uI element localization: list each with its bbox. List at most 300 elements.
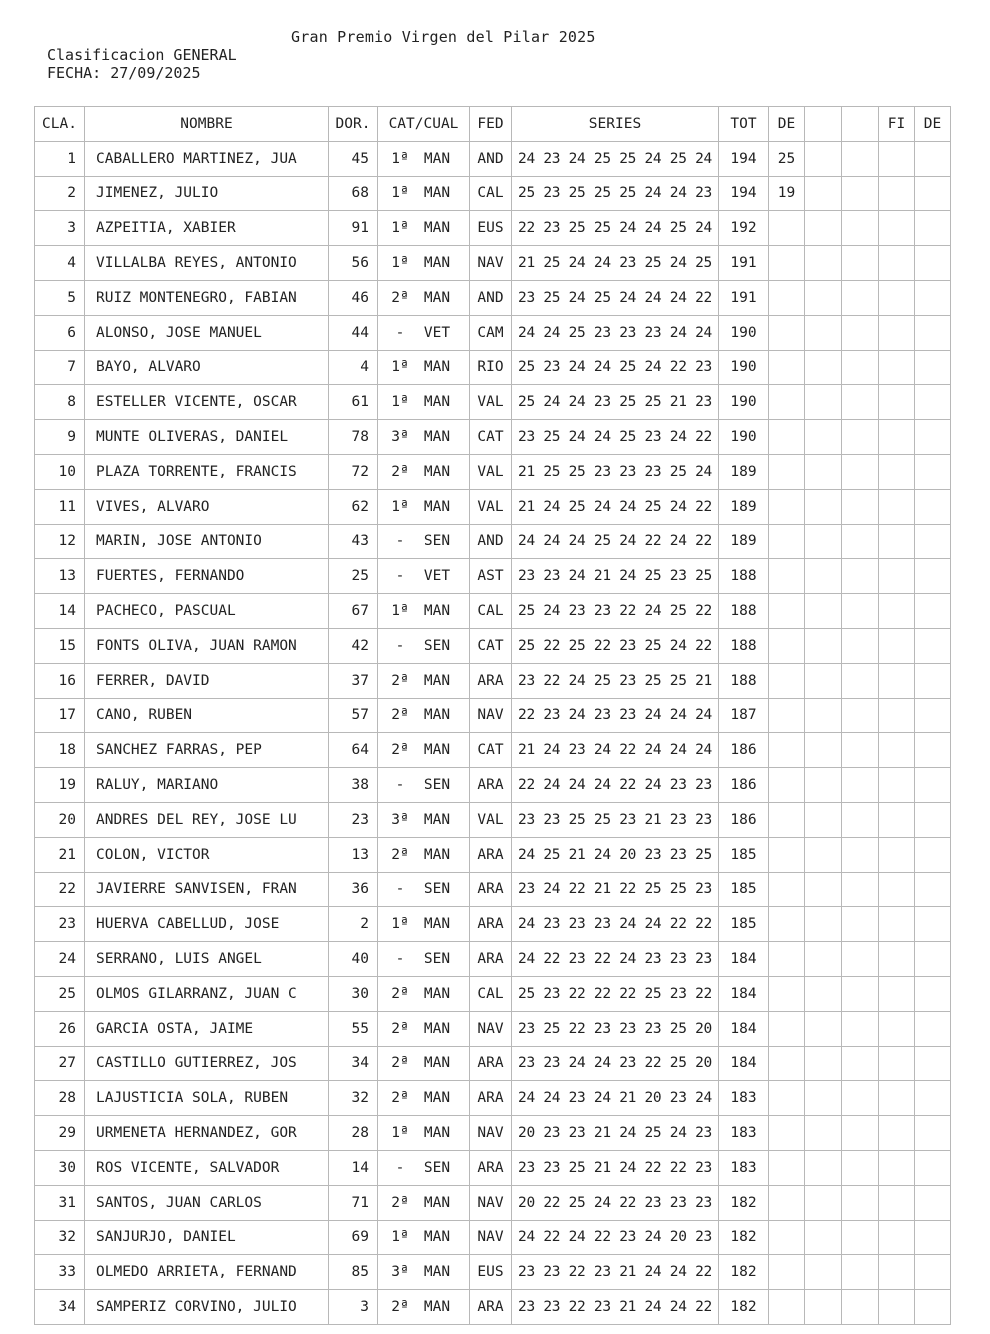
cell-cat-cual	[378, 420, 470, 455]
cell-cla: 18	[35, 733, 85, 768]
table-row	[35, 628, 951, 663]
cell-dor: 37	[329, 663, 378, 698]
cell-fi	[879, 176, 915, 211]
cell-blank-1	[805, 280, 842, 315]
cell-blank-1	[805, 489, 842, 524]
cell-tot: 194	[719, 176, 769, 211]
cell-cat: 1ª	[391, 916, 409, 933]
cell-blank-2	[842, 837, 879, 872]
cell-dor: 46	[329, 280, 378, 315]
cell-fi	[879, 1116, 915, 1151]
cell-series: 23 23 24 24 23 22 25 20	[512, 1046, 719, 1081]
cell-blank-2	[842, 1255, 879, 1290]
cell-de-2	[915, 698, 951, 733]
table-row	[35, 942, 951, 977]
cell-cual: MAN	[423, 1264, 451, 1281]
cell-series: 21 24 23 24 22 24 24 24	[512, 733, 719, 768]
cell-series: 22 23 24 23 23 24 24 24	[512, 698, 719, 733]
cell-blank-1	[805, 211, 842, 246]
cell-fi	[879, 1290, 915, 1325]
cell-cual: MAN	[423, 463, 451, 480]
cell-cual: VET	[423, 568, 451, 585]
cell-blank-1	[805, 733, 842, 768]
cell-cat-cual	[378, 350, 470, 385]
cell-series: 25 22 25 22 23 25 24 22	[512, 628, 719, 663]
table-row	[35, 246, 951, 281]
cell-cat-cual	[378, 1150, 470, 1185]
table-row	[35, 872, 951, 907]
cell-series: 21 25 25 23 23 23 25 24	[512, 454, 719, 489]
col-header-cla: CLA.	[35, 107, 85, 142]
cell-cla: 10	[35, 454, 85, 489]
cell-de-2	[915, 1255, 951, 1290]
results-table	[34, 106, 951, 1325]
cell-series: 23 23 22 23 21 24 24 22	[512, 1290, 719, 1325]
cell-de-2	[915, 524, 951, 559]
cell-de-2	[915, 1220, 951, 1255]
cell-tot: 182	[719, 1220, 769, 1255]
cell-tot: 183	[719, 1116, 769, 1151]
cell-cual: MAN	[423, 811, 451, 828]
cell-series: 24 23 24 25 25 24 25 24	[512, 141, 719, 176]
cell-de-2	[915, 768, 951, 803]
cell-blank-2	[842, 663, 879, 698]
table-row	[35, 698, 951, 733]
cell-fed: NAV	[470, 1185, 512, 1220]
cell-series: 25 24 24 23 25 25 21 23	[512, 385, 719, 420]
cell-nombre: CASTILLO GUTIERREZ, JOS	[85, 1046, 329, 1081]
cell-cat: 3ª	[391, 811, 409, 828]
cell-series: 23 25 24 25 24 24 24 22	[512, 280, 719, 315]
cell-de-2	[915, 559, 951, 594]
cell-cual: MAN	[423, 1125, 451, 1141]
cell-de	[769, 350, 805, 385]
cell-nombre: LAJUSTICIA SOLA, RUBEN	[85, 1081, 329, 1116]
cell-de	[769, 454, 805, 489]
table-row	[35, 663, 951, 698]
cell-cual: MAN	[423, 255, 451, 272]
cell-series: 25 23 25 25 25 24 24 23	[512, 176, 719, 211]
col-header-cat-cual: CAT/CUAL	[378, 107, 470, 142]
cell-series: 24 24 25 23 23 23 24 24	[512, 315, 719, 350]
cell-cat: -	[395, 324, 405, 341]
cell-tot: 189	[719, 489, 769, 524]
cell-nombre: MARIN, JOSE ANTONIO	[85, 524, 329, 559]
table-row	[35, 385, 951, 420]
cell-cla: 3	[35, 211, 85, 246]
cell-cat: -	[395, 881, 405, 898]
cell-cual: SEN	[423, 881, 451, 898]
cell-cat: 2ª	[391, 985, 409, 1002]
cell-blank-2	[842, 176, 879, 211]
cell-blank-2	[842, 420, 879, 455]
cell-blank-1	[805, 1220, 842, 1255]
cell-blank-2	[842, 733, 879, 768]
cell-fed: CAM	[470, 315, 512, 350]
cell-cat: -	[395, 1159, 405, 1176]
cell-cla: 30	[35, 1150, 85, 1185]
cell-cual: MAN	[423, 1298, 451, 1315]
cell-de	[769, 1220, 805, 1255]
cell-fed: CAT	[470, 420, 512, 455]
cell-tot: 184	[719, 1011, 769, 1046]
cell-blank-1	[805, 976, 842, 1011]
table-row	[35, 211, 951, 246]
cell-series: 25 24 23 23 22 24 25 22	[512, 594, 719, 629]
cell-series: 25 23 24 24 25 24 22 23	[512, 350, 719, 385]
cell-blank-2	[842, 1290, 879, 1325]
cell-cat: 1ª	[391, 394, 409, 411]
cell-de-2	[915, 385, 951, 420]
cell-cat-cual	[378, 280, 470, 315]
cell-cla: 2	[35, 176, 85, 211]
cell-dor: 61	[329, 385, 378, 420]
cell-de	[769, 280, 805, 315]
cell-blank-2	[842, 489, 879, 524]
cell-nombre: VIVES, ALVARO	[85, 489, 329, 524]
cell-nombre: BAYO, ALVARO	[85, 350, 329, 385]
cell-de	[769, 1185, 805, 1220]
cell-blank-1	[805, 420, 842, 455]
cell-de	[769, 768, 805, 803]
cell-blank-2	[842, 1116, 879, 1151]
cell-de-2	[915, 211, 951, 246]
cell-cat: 2ª	[391, 742, 409, 759]
cell-tot: 192	[719, 211, 769, 246]
table-row	[35, 524, 951, 559]
cell-tot: 188	[719, 663, 769, 698]
cell-blank-2	[842, 559, 879, 594]
cell-nombre: FERRER, DAVID	[85, 663, 329, 698]
cell-cat-cual	[378, 246, 470, 281]
cell-series: 24 25 21 24 20 23 23 25	[512, 837, 719, 872]
cell-tot: 189	[719, 524, 769, 559]
cell-dor: 91	[329, 211, 378, 246]
cell-tot: 188	[719, 594, 769, 629]
cell-cat-cual	[378, 698, 470, 733]
cell-blank-1	[805, 698, 842, 733]
cell-fed: ARA	[470, 907, 512, 942]
cell-tot: 183	[719, 1081, 769, 1116]
cell-cat: 2ª	[391, 707, 409, 724]
page-title: Gran Premio Virgen del Pilar 2025	[291, 28, 596, 46]
cell-de	[769, 733, 805, 768]
cell-blank-2	[842, 1081, 879, 1116]
cell-de	[769, 698, 805, 733]
cell-fi	[879, 559, 915, 594]
cell-blank-1	[805, 1290, 842, 1325]
cell-cla: 21	[35, 837, 85, 872]
cell-fi	[879, 1220, 915, 1255]
cell-de-2	[915, 733, 951, 768]
cell-de-2	[915, 663, 951, 698]
cell-dor: 72	[329, 454, 378, 489]
table-row	[35, 837, 951, 872]
cell-cla: 19	[35, 768, 85, 803]
cell-fi	[879, 1081, 915, 1116]
cell-fed: ARA	[470, 872, 512, 907]
cell-tot: 190	[719, 315, 769, 350]
table-row	[35, 907, 951, 942]
cell-nombre: COLON, VICTOR	[85, 837, 329, 872]
cell-blank-1	[805, 1255, 842, 1290]
cell-tot: 184	[719, 1046, 769, 1081]
cell-tot: 186	[719, 802, 769, 837]
cell-cla: 22	[35, 872, 85, 907]
cell-series: 24 23 23 23 24 24 22 22	[512, 907, 719, 942]
cell-de-2	[915, 350, 951, 385]
table-row	[35, 976, 951, 1011]
cell-nombre: AZPEITIA, XABIER	[85, 211, 329, 246]
cell-cla: 26	[35, 1011, 85, 1046]
cell-dor: 68	[329, 176, 378, 211]
cell-dor: 67	[329, 594, 378, 629]
cell-fed: ARA	[470, 768, 512, 803]
cell-dor: 36	[329, 872, 378, 907]
cell-tot: 191	[719, 280, 769, 315]
cell-dor: 14	[329, 1150, 378, 1185]
cell-cat-cual	[378, 942, 470, 977]
cell-fed: VAL	[470, 802, 512, 837]
cell-nombre: RUIZ MONTENEGRO, FABIAN	[85, 280, 329, 315]
table-row	[35, 559, 951, 594]
cell-dor: 28	[329, 1116, 378, 1151]
cell-fi	[879, 1185, 915, 1220]
cell-blank-1	[805, 1011, 842, 1046]
cell-de-2	[915, 1046, 951, 1081]
cell-cla: 25	[35, 976, 85, 1011]
cell-de-2	[915, 1150, 951, 1185]
cell-cat-cual	[378, 802, 470, 837]
cell-nombre: SERRANO, LUIS ANGEL	[85, 942, 329, 977]
cell-cla: 6	[35, 315, 85, 350]
cell-tot: 183	[719, 1150, 769, 1185]
cell-blank-2	[842, 768, 879, 803]
cell-series: 24 24 23 24 21 20 23 24	[512, 1081, 719, 1116]
cell-blank-2	[842, 802, 879, 837]
cell-cat-cual	[378, 1116, 470, 1151]
cell-de	[769, 802, 805, 837]
cell-blank-2	[842, 211, 879, 246]
cell-nombre: SAMPERIZ CORVINO, JULIO	[85, 1290, 329, 1325]
cell-cat: 1ª	[391, 1125, 409, 1141]
cell-de	[769, 872, 805, 907]
table-row	[35, 1081, 951, 1116]
cell-tot: 185	[719, 837, 769, 872]
cell-series: 23 22 24 25 23 25 25 21	[512, 663, 719, 698]
cell-tot: 186	[719, 733, 769, 768]
cell-cat: 1ª	[391, 603, 409, 620]
cell-nombre: ESTELLER VICENTE, OSCAR	[85, 385, 329, 420]
cell-nombre: FUERTES, FERNANDO	[85, 559, 329, 594]
cell-fed: AND	[470, 141, 512, 176]
cell-blank-1	[805, 315, 842, 350]
cell-de	[769, 315, 805, 350]
cell-cual: SEN	[423, 951, 451, 968]
cell-fi	[879, 420, 915, 455]
cell-cual: SEN	[423, 533, 451, 550]
cell-blank-1	[805, 176, 842, 211]
table-body	[35, 141, 951, 1324]
cell-cla: 33	[35, 1255, 85, 1290]
cell-de	[769, 1290, 805, 1325]
cell-blank-1	[805, 663, 842, 698]
cell-nombre: RALUY, MARIANO	[85, 768, 329, 803]
cell-de-2	[915, 454, 951, 489]
cell-cla: 27	[35, 1046, 85, 1081]
cell-fi	[879, 315, 915, 350]
cell-cual: MAN	[423, 1020, 451, 1037]
cell-cual: MAN	[423, 1194, 451, 1211]
cell-blank-1	[805, 837, 842, 872]
cell-cual: MAN	[423, 672, 451, 689]
cell-blank-2	[842, 385, 879, 420]
cell-fed: CAL	[470, 176, 512, 211]
cell-blank-1	[805, 872, 842, 907]
cell-tot: 182	[719, 1290, 769, 1325]
cell-de	[769, 942, 805, 977]
cell-fi	[879, 594, 915, 629]
cell-blank-2	[842, 454, 879, 489]
cell-cual: MAN	[423, 742, 451, 759]
cell-cla: 4	[35, 246, 85, 281]
cell-tot: 191	[719, 246, 769, 281]
cell-cla: 17	[35, 698, 85, 733]
cell-dor: 43	[329, 524, 378, 559]
cell-de	[769, 1046, 805, 1081]
cell-dor: 32	[329, 1081, 378, 1116]
cell-cat: 2ª	[391, 1055, 409, 1072]
cell-fed: VAL	[470, 385, 512, 420]
cell-nombre: SANJURJO, DANIEL	[85, 1220, 329, 1255]
cell-cat-cual	[378, 594, 470, 629]
cell-fed: CAT	[470, 733, 512, 768]
cell-de-2	[915, 976, 951, 1011]
cell-fed: ARA	[470, 1081, 512, 1116]
cell-nombre: HUERVA CABELLUD, JOSE	[85, 907, 329, 942]
cell-series: 23 25 24 24 25 23 24 22	[512, 420, 719, 455]
table-row	[35, 420, 951, 455]
cell-blank-1	[805, 594, 842, 629]
cell-cat-cual	[378, 315, 470, 350]
col-header-series: SERIES	[512, 107, 719, 142]
cell-cla: 32	[35, 1220, 85, 1255]
cell-blank-1	[805, 942, 842, 977]
cell-fi	[879, 1011, 915, 1046]
cell-de	[769, 246, 805, 281]
cell-cat: 2ª	[391, 1020, 409, 1037]
cell-dor: 55	[329, 1011, 378, 1046]
table-row	[35, 1116, 951, 1151]
cell-cat: -	[395, 777, 405, 794]
cell-cual: MAN	[423, 185, 451, 202]
table-row	[35, 733, 951, 768]
cell-nombre: CABALLERO MARTINEZ, JUA	[85, 141, 329, 176]
cell-cla: 13	[35, 559, 85, 594]
cell-fed: ARA	[470, 942, 512, 977]
cell-de	[769, 1081, 805, 1116]
cell-blank-2	[842, 907, 879, 942]
cell-series: 21 24 25 24 24 25 24 22	[512, 489, 719, 524]
table-row	[35, 594, 951, 629]
cell-cla: 34	[35, 1290, 85, 1325]
cell-cual: SEN	[423, 637, 451, 654]
cell-cla: 31	[35, 1185, 85, 1220]
cell-cat-cual	[378, 837, 470, 872]
cell-nombre: ALONSO, JOSE MANUEL	[85, 315, 329, 350]
cell-fed: NAV	[470, 1220, 512, 1255]
cell-fed: CAL	[470, 594, 512, 629]
cell-nombre: ROS VICENTE, SALVADOR	[85, 1150, 329, 1185]
cell-cat: 1ª	[391, 185, 409, 202]
cell-cat: -	[395, 568, 405, 585]
cell-cat: 2ª	[391, 846, 409, 863]
cell-cual: VET	[423, 324, 451, 341]
cell-cat: -	[395, 951, 405, 968]
cell-cat-cual	[378, 141, 470, 176]
cell-cat: 2ª	[391, 1298, 409, 1315]
cell-blank-2	[842, 524, 879, 559]
cell-cat: 1ª	[391, 220, 409, 237]
cell-tot: 194	[719, 141, 769, 176]
cell-cat-cual	[378, 1011, 470, 1046]
cell-dor: 42	[329, 628, 378, 663]
col-header-blank-2	[842, 107, 879, 142]
cell-tot: 182	[719, 1185, 769, 1220]
cell-blank-2	[842, 315, 879, 350]
cell-blank-2	[842, 350, 879, 385]
cell-fi	[879, 385, 915, 420]
cell-dor: 64	[329, 733, 378, 768]
cell-cla: 23	[35, 907, 85, 942]
cell-cat-cual	[378, 211, 470, 246]
cell-cla: 5	[35, 280, 85, 315]
cell-cual: MAN	[423, 289, 451, 306]
cell-dor: 23	[329, 802, 378, 837]
cell-series: 24 24 24 25 24 22 24 22	[512, 524, 719, 559]
cell-fi	[879, 802, 915, 837]
cell-blank-1	[805, 385, 842, 420]
cell-de	[769, 663, 805, 698]
cell-fed: ARA	[470, 1150, 512, 1185]
cell-de	[769, 385, 805, 420]
cell-fed: EUS	[470, 1255, 512, 1290]
cell-de-2	[915, 942, 951, 977]
cell-fi	[879, 733, 915, 768]
cell-de	[769, 489, 805, 524]
cell-de	[769, 1116, 805, 1151]
table-row	[35, 1220, 951, 1255]
cell-cat-cual	[378, 976, 470, 1011]
cell-dor: 30	[329, 976, 378, 1011]
cell-fed: NAV	[470, 1116, 512, 1151]
cell-cla: 14	[35, 594, 85, 629]
cell-cual: SEN	[423, 777, 451, 794]
cell-de-2	[915, 628, 951, 663]
cell-de-2	[915, 594, 951, 629]
cell-cla: 7	[35, 350, 85, 385]
cell-cat-cual	[378, 663, 470, 698]
table-row	[35, 1290, 951, 1325]
cell-tot: 190	[719, 350, 769, 385]
cell-de-2	[915, 141, 951, 176]
cell-nombre: JIMENEZ, JULIO	[85, 176, 329, 211]
cell-fi	[879, 141, 915, 176]
cell-cual: MAN	[423, 916, 451, 933]
cell-fed: CAL	[470, 976, 512, 1011]
cell-cual: MAN	[423, 498, 451, 515]
cell-series: 20 22 25 24 22 23 23 23	[512, 1185, 719, 1220]
